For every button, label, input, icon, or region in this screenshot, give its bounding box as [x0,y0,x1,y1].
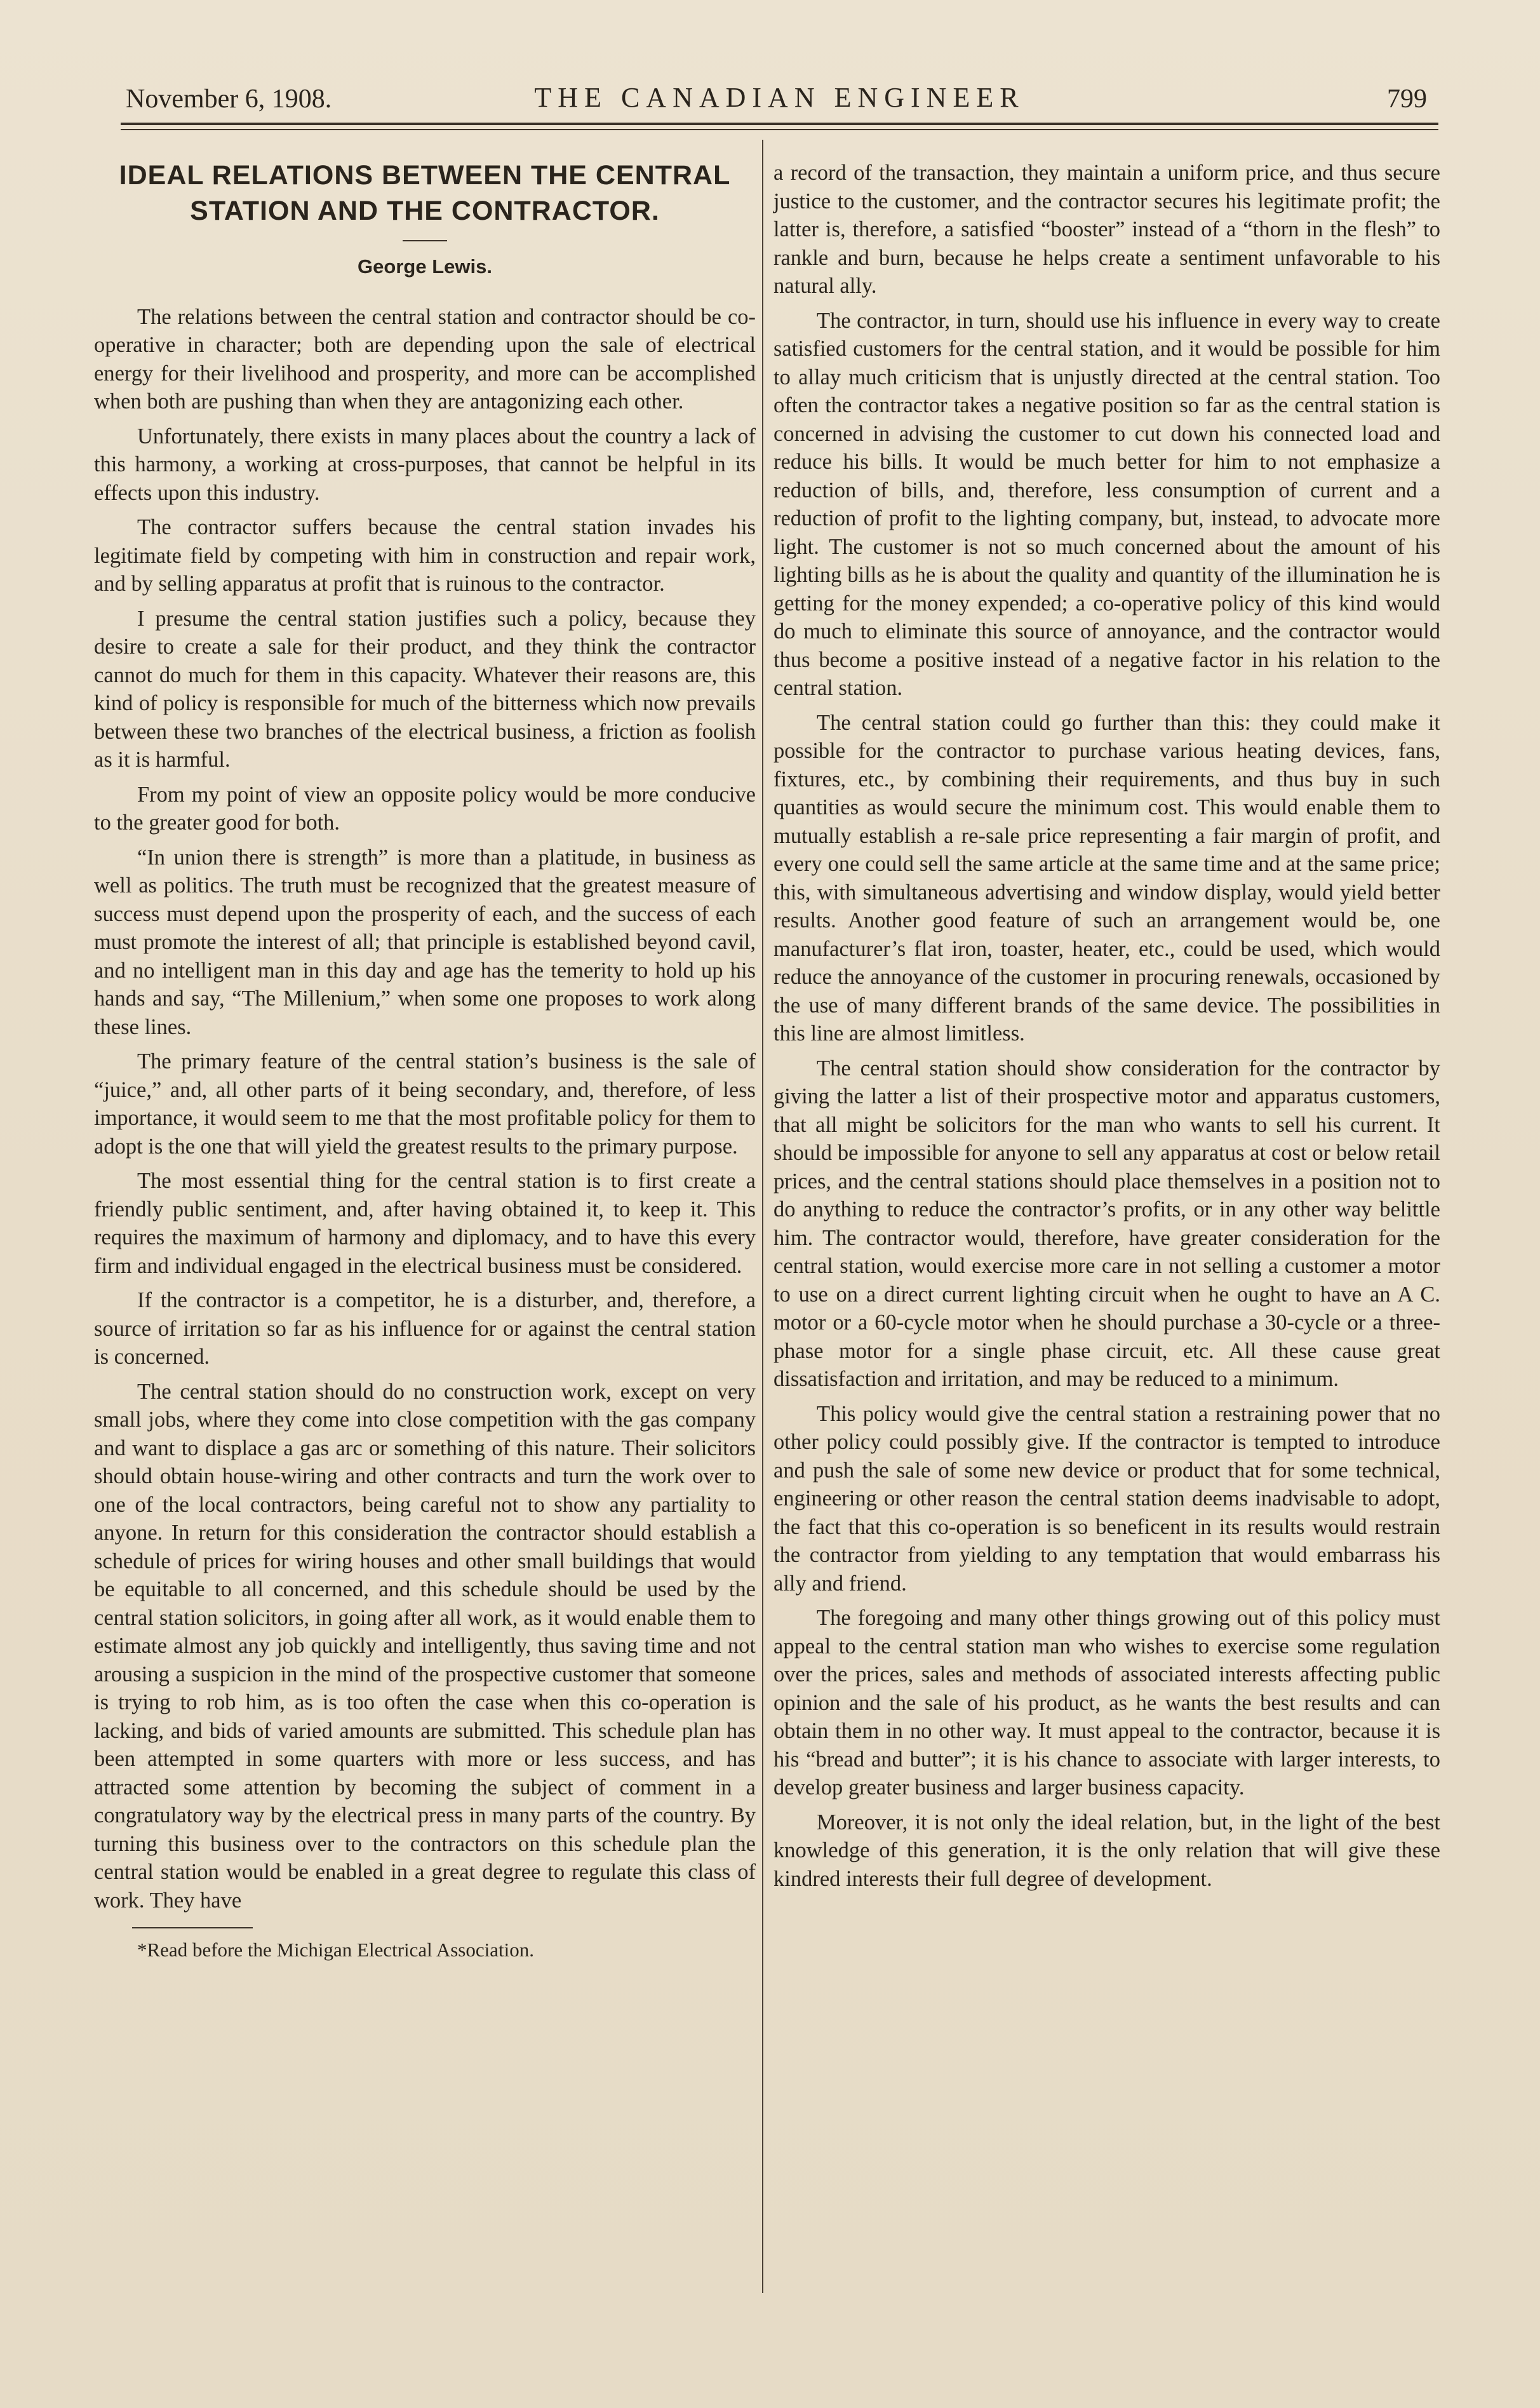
header-rule-thin [121,129,1438,130]
paragraph: This policy would give the central station a restraining power that no other policy could possibly give. If the contractor is tempted to introduce and push the sale of some new device or product that for some technical, engineering or other reason the central station deems inadvisable to adopt, the fact that this co-operation is so beneficent in its results would restrain the contractor from yielding to any temptation that would embarrass his ally and friend. [773,1401,1440,1596]
paragraph: “In union there is strength” is more than a platitude, in business as well as politics. The truth must be recognized that the greatest measure of success must depend upon the prosperity of each, and the success of each must promote the interest of all; that principle is established beyond cavil, and no intelligent man in this day and age has the temerity to hold up his hands and say, “The Millenium,” when some one proposes to work along these lines. [94,845,756,1039]
article-author: George Lewis. [358,255,492,278]
article-title-line-1: IDEAL RELATIONS BETWEEN THE CENTRAL [119,160,731,191]
paragraph: Unfortunately, there exists in many places about the country a lack of this harmony, a working at cross-purposes, that cannot be helpful in its effects upon this industry. [94,424,756,505]
paragraph: From my point of view an opposite policy would be more conducive to the greater good for both. [94,782,756,835]
paragraph: The foregoing and many other things growing out of this policy must appeal to the central station man who wishes to exercise some regulation over the prices, sales and methods of associated interests affecting public opinion and the sale of his product, as he wants the best results and can obtain them in no other way. It must appeal to the contractor, because it is his “bread and butter”; it is his chance to associate with larger interests, to develop greater business and larger business capacity. [773,1606,1440,1799]
left-column [94,152,756,1969]
footnote-rule [132,1927,253,1928]
paragraph: The central station should do no construction work, except on very small jobs, where they come into close competition with the gas company and want to displace a gas arc or something of this nature. Their solicitors should obtain house-wiring and other contracts and turn the work over to one of the local contractors, being careful not to show any partiality to anyone. In return for this consideration the contractor should establish a schedule of prices for wiring houses and other small buildings that would be equitable to all concerned, and this schedule should be used by the central station solicitors, in going after all work, as it would enable them to estimate almost any job quickly and intelligently, thus saving time and not arousing a suspicion in the mind of the prospective customer that someone is trying to rob him, as is too often the case when this co-operation is lacking, and bids of varied amounts are submitted. This schedule plan has been attempted in some quarters with more or less success, and has attracted some attention by becoming the subject of comment in a congratulatory way by the electrical press in many parts of the country. By turning this business over to the contractors on this schedule plan the central station would be enabled in a great degree to regulate this class of work. They have [94,1379,756,1913]
footnote: *Read before the Michigan Electrical Association. [137,1939,534,1961]
column-divider [762,140,763,2293]
article-title [94,158,756,229]
header-rule [121,123,1438,125]
paragraph: The contractor suffers because the central station invades his legitimate field by competing with him in construction and repair work, and by selling apparatus at profit that is ruinous to the contractor. [94,515,756,596]
paragraph: The central station should show consideration for the contractor by giving the latter a list of their prospective motor and apparatus customers, that all might be solicitors for the man who wants to sell his current. It should be impossible for anyone to sell any apparatus at cost or below retail prices, and the central stations should place themselves in a position not to do anything to reduce the contractor’s profits, or in any other way belittle him. The contractor would, therefore, have greater consideration for the central station, would exercise more care in not selling a customer a motor to use on a direct current lighting circuit when he ought to have an A C. motor or a 60-cycle motor when he should purchase a 30-cycle or a three-phase motor for a single phase circuit, etc. All these cause great dissatisfaction and irritation, and may be reduced to a minimum. [773,1056,1440,1391]
article-title-line-2: STATION AND THE CONTRACTOR. [190,196,660,226]
running-header [121,81,1438,119]
paragraph: I presume the central station justifies such a policy, because they desire to create a sale for their product, and they think the contractor cannot do much for them in this capacity. Whatever their reasons are, this kind of policy is responsible for much of the bitterness which now prevails between these two branches of the electrical business, a friction as foolish as it is harmful. [94,606,756,772]
paragraph: The most essential thing for the central station is to first create a friendly public sentiment, and, after having obtained it, to keep it. This requires the maximum of harmony and diplomacy, and to have this every firm and individual engaged in the electrical business must be considered. [94,1169,756,1278]
paragraph: The relations between the central station and contractor should be co-operative in character; both are depending upon the sale of electrical energy for their livelihood and prosperity, and more can be accomplished when both are pushing than when they are antagonizing each other. [94,304,756,414]
journal-title: THE CANADIAN ENGINEER [534,82,1025,113]
paragraph: Moreover, it is not only the ideal relation, but, in the light of the best knowledge of this generation, it is the only relation that will give these kindred interests their full degree of development. [773,1810,1440,1891]
paragraph: The central station could go further than this: they could make it possible for the contractor to purchase various heating devices, fans, fixtures, etc., by combining their requirements, and thus buy in such quantities as would secure the minimum cost. This would enable them to mutually establish a re-sale price representing a fair margin of profit, and every one could sell the same article at the same time and at the same price; this, with simultaneous advertising and window display, would yield better results. Another good feature of such an arrangement would be, one manufacturer’s flat iron, toaster, heater, etc., could be used, which would reduce the annoyance of the customer in procuring renewals, occasioned by the use of many different brands of the same device. The possibilities in this line are almost limitless. [773,710,1440,1046]
paragraph: If the contractor is a competitor, he is a disturber, and, therefore, a source of irritation so far as his influence for or against the central station is concerned. [94,1288,756,1369]
right-column [773,159,1440,1899]
title-rule [403,240,447,241]
paragraph-continued: a record of the transaction, they maintain a uniform price, and thus secure justice to the customer, and the contractor secures his legitimate profit; the latter is, therefore, a satisfied “booster” instead of a “thorn in the flesh” to rankle and burn, because he helps create a sentiment unfavorable to his natural ally. [773,161,1440,298]
issue-date: November 6, 1908. [126,84,332,114]
paragraph: The primary feature of the central station’s business is the sale of “juice,” and, all other parts of it being secondary, and, therefore, of less importance, it would seem to me that the most profitable policy for them to adopt is the one that will yield the greatest results to the primary purpose. [94,1049,756,1159]
page-number: 799 [1387,84,1427,114]
paragraph: The contractor, in turn, should use his influence in every way to create satisfied customers for the central station, and it would be possible for him to allay much criticism that is unjustly directed at the central station. Too often the contractor takes a negative position so far as the central station is concerned in advising the customer to cut down his connected load and reduce his bills. It would be much better for him to not emphasize a reduction of bills, and, therefore, less consumption of current and a reduction of profit to the lighting company, but, instead, to advocate more light. The customer is not so much concerned about the amount of his lighting bills as he is about the quality and quantity of the illumination he is getting for the money expended; a co-operative policy of this kind would do much to eliminate this source of annoyance, and the contractor would thus become a positive instead of a negative factor in his relation to the central station. [773,308,1440,700]
